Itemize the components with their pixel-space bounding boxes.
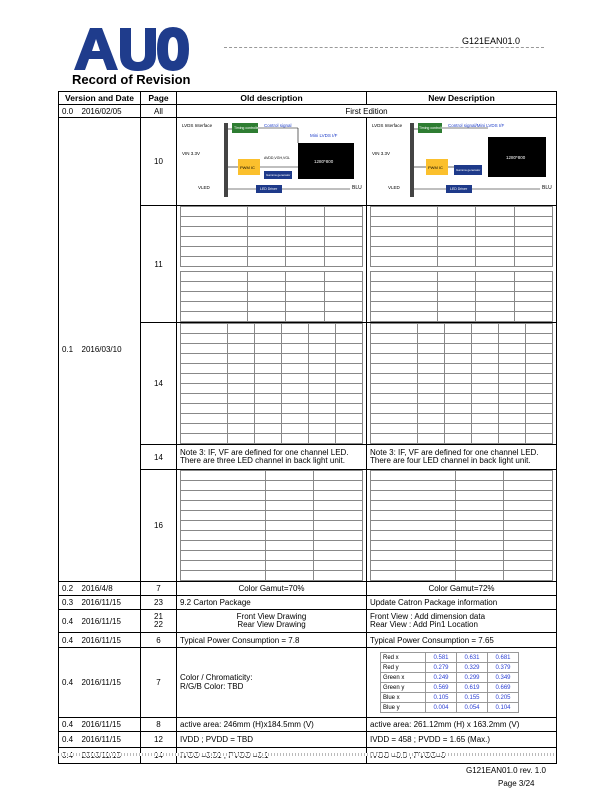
block-diagram-old-svg (180, 119, 364, 203)
col-new-description: New Description (367, 92, 557, 105)
chromaticity-row (381, 673, 519, 683)
vin-label: VIN 3.3V (182, 150, 201, 156)
gamma-label: Gamma generator (266, 172, 291, 177)
new-note-3: Note 3: IF, VF are defined for one channel LED. There are four LED channel in back light unit. (367, 445, 557, 470)
timing-controller-label: Timing controller (419, 125, 445, 130)
chromaticity-value: 0.054 (457, 703, 488, 713)
table-row: 0.4 2016/11/15 8 active area: 246mm (H)x184.5mm (V) active area: 261.12mm (H) x 163.2mm (V) (59, 718, 557, 732)
revision-table (58, 91, 557, 764)
chromaticity-label: Green x (381, 673, 426, 683)
lvds-label: LVDS Interface (372, 122, 403, 128)
chromaticity-value: 0.569 (426, 683, 457, 693)
chromaticity-value: 0.299 (457, 673, 488, 683)
pwm-ic-label: PWM IC (240, 164, 255, 170)
chromaticity-row (381, 653, 519, 663)
auo-logo (72, 24, 190, 74)
table-row: 11 (59, 206, 557, 323)
table-row: 16 (59, 470, 557, 582)
table-row: 0.0 2016/02/05 All First Edition (59, 105, 557, 118)
chromaticity-value: 0.379 (488, 663, 519, 673)
chromaticity-label: Blue x (381, 693, 426, 703)
chromaticity-table (380, 652, 519, 713)
pwm-ic-label: PWM IC (428, 164, 443, 170)
section-title: Record of Revision (72, 72, 191, 87)
old-note-3: Note 3: IF, VF are defined for one channel LED. There are three LED channel in back light unit. (177, 445, 367, 470)
chromaticity-row (381, 703, 519, 713)
control-signal-label: Control signal (264, 122, 292, 128)
chromaticity-value: 0.681 (488, 653, 519, 663)
chromaticity-row (381, 693, 519, 703)
table-header-row (59, 92, 557, 105)
footer-doc-rev: G121EAN01.0 rev. 1.0 (466, 766, 546, 775)
avdd-label: AVDD,VGH,VGL (264, 155, 290, 160)
old-block-diagram (177, 118, 367, 206)
new-block-diagram (367, 118, 557, 206)
chromaticity-value: 0.581 (426, 653, 457, 663)
chromaticity-row (381, 683, 519, 693)
old-backlight-thumbnail (177, 323, 367, 445)
chromaticity-value: 0.329 (457, 663, 488, 673)
col-version-date: Version and Date (59, 92, 141, 105)
panel-label: 1280*800 (506, 154, 526, 160)
new-backlight-thumbnail (367, 323, 557, 445)
chromaticity-value: 0.669 (488, 683, 519, 693)
vin-label: VIN 3.3V (372, 150, 391, 156)
connector-bar (410, 123, 414, 197)
chromaticity-value: 0.155 (457, 693, 488, 703)
connector-bar (224, 123, 228, 197)
new-pin-thumbnail (367, 470, 557, 582)
block-diagram-new-svg (370, 119, 554, 203)
table-row: 14 (59, 323, 557, 445)
thumbnail-table (370, 323, 553, 444)
table-row: 14 Note 3: IF, VF are defined for one channel LED. There are three LED channel in back light unit. Note 3: IF, VF are defined for one channel LED. There are four LED channel in back light unit. (59, 445, 557, 470)
thumbnail-table (180, 323, 363, 444)
chromaticity-value: 0.279 (426, 663, 457, 673)
chromaticity-value: 0.004 (426, 703, 457, 713)
first-edition: First Edition (177, 105, 557, 118)
table-row: 0.3 2016/11/15 23 9.2 Carton Package Update Catron Package information (59, 596, 557, 610)
chromaticity-value: 0.349 (488, 673, 519, 683)
control-signal-label: Control signal/Mini LVDS I/F (448, 122, 505, 128)
footer-rule (58, 753, 556, 756)
old-ratings-thumbnail (177, 206, 367, 323)
chromaticity-value: 0.105 (426, 693, 457, 703)
header-rule (224, 47, 544, 48)
chromaticity-value: 0.249 (426, 673, 457, 683)
table-row: 0.4 2016/11/15 6 Typical Power Consumption = 7.8 Typical Power Consumption = 7.65 (59, 633, 557, 648)
chromaticity-label: Red x (381, 653, 426, 663)
chromaticity-label: Green y (381, 683, 426, 693)
footer-page-number: Page 3/24 (498, 779, 535, 788)
col-old-description: Old description (177, 92, 367, 105)
chromaticity-cell (367, 648, 557, 718)
col-page: Page (141, 92, 177, 105)
document-id: G121EAN01.0 (462, 36, 521, 46)
lvds-label: LVDS Interface (182, 122, 213, 128)
thumbnail-table (180, 470, 363, 581)
led-driver-label: LED Driver (450, 186, 468, 191)
chromaticity-value: 0.205 (488, 693, 519, 703)
table-row: 0.4 2016/11/15 21 22 Front View Drawing Rear View Drawing Front View : Add dimension data Rear View : Add Pin1 Location (59, 610, 557, 633)
chromaticity-row (381, 663, 519, 673)
thumbnail-table (370, 271, 553, 322)
table-row: 0.4 2016/11/15 12 IVDD ; PVDD = TBD IVDD = 458 ; PVDD = 1.65 (Max.) (59, 732, 557, 748)
old-pin-thumbnail (177, 470, 367, 582)
thumbnail-table (370, 206, 553, 267)
timing-controller-label: Timing controller (234, 125, 260, 130)
table-row: 0.4 2016/11/15 7 Color / Chromaticity: R/G/B Color: TBD Red x 0.581 0.631 0.681 Red y 0.279 0.329 0.379 Green x 0.249 0.299 0.349 Green y 0.569 0.619 0.669 Blue x 0.105 0.155 0.205 Blue y 0.004 0.054 0.104 (59, 648, 557, 718)
thumbnail-table (180, 206, 363, 267)
table-row: 0.1 2016/03/10 10 LVDS Interface Timing controller Control signal Mini LVDS I/F 1280*800 VIN 3.3V PWM IC AVDD,VGH,VGL Gamma generator LED Driver VLED BLU LVDS Interface Timing controller Control signal/Mini LVDS I/F 1280*800 VIN 3.3V PWM IC Gamma generator LED Driver VLED BLU (59, 118, 557, 206)
panel-label: 1280*800 (314, 158, 334, 164)
chromaticity-label: Red y (381, 663, 426, 673)
vled-label: VLED (198, 184, 210, 190)
blu-label: BLU (542, 184, 552, 191)
vled-label: VLED (388, 184, 400, 190)
chromaticity-label: Blue y (381, 703, 426, 713)
gamma-label: Gamma generator (456, 167, 481, 172)
mini-lvds-label: Mini LVDS I/F (310, 132, 338, 138)
new-ratings-thumbnail (367, 206, 557, 323)
thumbnail-table (370, 470, 553, 581)
thumbnail-table (180, 271, 363, 322)
led-driver-label: LED Driver (260, 186, 278, 191)
table-row: 0.2 2016/4/8 7 Color Gamut=70% Color Gamut=72% (59, 582, 557, 596)
chromaticity-value: 0.104 (488, 703, 519, 713)
blu-label: BLU (352, 184, 362, 191)
chromaticity-value: 0.619 (457, 683, 488, 693)
chromaticity-value: 0.631 (457, 653, 488, 663)
